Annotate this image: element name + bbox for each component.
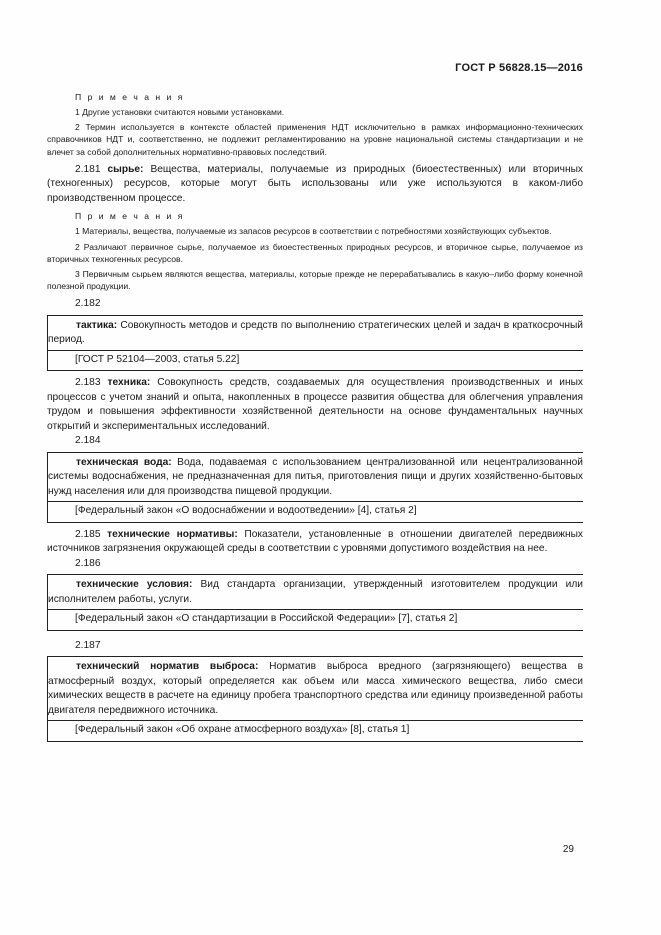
notes-title: П р и м е ч а н и я xyxy=(75,92,185,102)
note-item: 3 Первичным сырьем являются вещества, материалы, которые прежде не перерабатывались в какую–либо форму конечной полезной продукции. xyxy=(47,268,583,292)
term-name: техническая вода: xyxy=(76,456,172,468)
term-reference: [ГОСТ Р 52104—2003, статья 5.22] xyxy=(75,353,240,365)
term-definition: Показатели, установленные в отношении двигателей передвижных источников загрязнения окружающей среды в соответствии с уровнями допустимого воздействия на нее. xyxy=(47,528,583,555)
term-number: 2.182 xyxy=(75,298,101,310)
document-code: ГОСТ Р 56828.15—2016 xyxy=(455,62,583,74)
term-entry-2-183 xyxy=(47,376,583,434)
term-entry-2-185 xyxy=(47,528,583,557)
term-reference-row xyxy=(48,720,583,738)
term-reference-row xyxy=(48,350,583,368)
term-box-2-187 xyxy=(47,656,583,742)
term-box-2-182 xyxy=(47,315,583,372)
note-item: 1 Другие установки считаются новыми установками. xyxy=(75,107,285,117)
notes-title: П р и м е ч а н и я xyxy=(75,211,185,222)
term-number: 2.185 xyxy=(75,528,101,540)
term-reference: [Федеральный закон «О стандартизации в Российской Федерации» [7], статья 2] xyxy=(75,613,458,625)
page-number: 29 xyxy=(562,844,574,855)
term-name: технические условия: xyxy=(76,579,193,591)
term-reference-row xyxy=(48,609,583,627)
term-name: технические нормативы: xyxy=(107,528,238,540)
page-content xyxy=(47,92,583,742)
term-entry xyxy=(48,578,583,607)
term-definition: Вид стандарта организации, утвержденный изготовителем продукции или исполнителем работы, услуги. xyxy=(48,579,583,605)
term-name: тактика: xyxy=(76,319,118,331)
term-name: техника: xyxy=(107,377,151,389)
term-definition: Совокупность средств, создаваемых для осуществления производственных и иных процессов с учетом знаний и опыта, накопленных в процессе развития общества для облегчения управления трудом и повышения эффективности хозяйственной деятельности на основе фундаментальных научных открытий и экспериментальных исследований. xyxy=(47,377,583,432)
term-number: 2.183 xyxy=(75,377,101,389)
term-entry xyxy=(48,660,583,718)
term-number: 2.186 xyxy=(75,557,101,569)
term-reference: [Федеральный закон «О водоснабжении и водоотведении» [4], статья 2] xyxy=(75,505,417,517)
term-definition: Норматив выброса вредного (загрязняющего) вещества в атмосферный воздух, который определяется как объем или масса химического вещества, либо смеси химических веществ в расчете на единицу пробега транспортного средства или единицу произведенной работы двигателя передвижного источника. xyxy=(48,661,583,716)
term-entry xyxy=(48,319,583,348)
term-box-2-184 xyxy=(47,452,583,523)
term-reference: [Федеральный закон «Об охране атмосферного воздуха» [8], статья 1] xyxy=(75,724,410,736)
term-reference-row xyxy=(48,501,583,519)
note-item: 2 Различают первичное сырье, получаемое из биоестественных природных ресурсов, и вторичное сырье, получаемое из вторичных техногенных ресурсов. xyxy=(47,241,583,264)
term-definition: Вещества, материалы, получаемые из природных (биоестественных) или вторичных (техногенных) ресурсов, которые могут быть использованы или уже используются в каком-либо производственном процессе. xyxy=(47,163,583,204)
term-entry-2-181 xyxy=(47,163,583,207)
term-number: 2.181 xyxy=(75,163,101,175)
term-name: сырье: xyxy=(107,163,144,175)
note-item: 1 Материалы, вещества, получаемые из запасов ресурсов в соответствии с потребностями хозяйствующих субъектов. xyxy=(75,226,552,237)
term-definition: Совокупность методов и средств по выполнению стратегических целей и задач в краткосрочный период. xyxy=(48,319,583,346)
term-number: 2.187 xyxy=(75,639,101,651)
term-name: технический норматив выброса: xyxy=(76,661,259,673)
term-number: 2.184 xyxy=(75,435,101,447)
note-item: 2 Термин используется в контексте областей применения НДТ исключительно в рамках информационно-технических справочников НДТ и, соответственно, не подлежит регламентированию на уровне национальной системы стандартизации и не влечет за собой дополнительных нормативно-правовых последствий. xyxy=(47,122,583,157)
term-definition: Вода, подаваемая с использованием централизованной или нецентрализованной системы водоснабжения, не предназначенная для питья, приготовления пищи и других хозяйственно-бытовых нужд населения или для производства пищевой продукции. xyxy=(48,456,583,497)
term-box-2-186 xyxy=(47,574,583,631)
term-entry xyxy=(48,456,583,500)
